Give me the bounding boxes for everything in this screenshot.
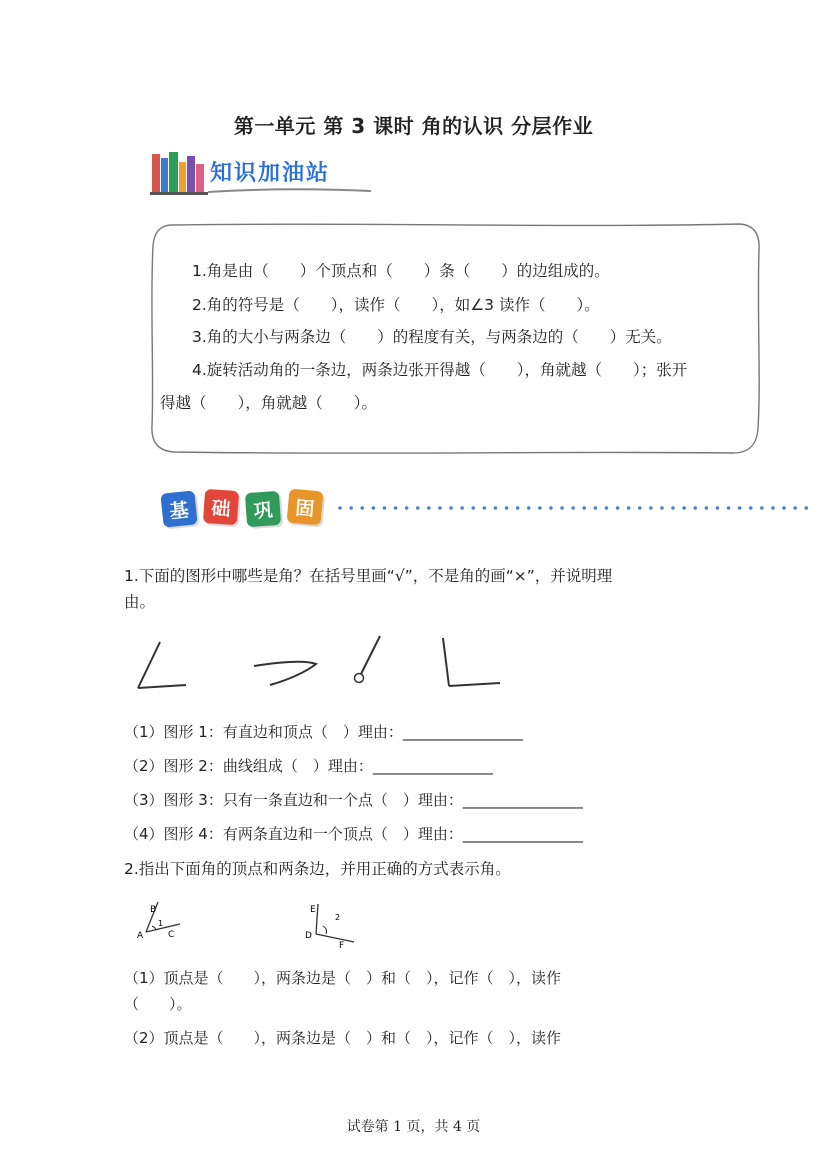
- knowledge-line-4: 4.旋转活动角的一条边，两条边张开得越（ ），角就越（ ）；张开: [192, 361, 688, 379]
- label-b: B: [150, 905, 157, 915]
- banner-tile-1: 基: [160, 490, 197, 527]
- q1-item-4: （4）图形 4：有两条直边和一个顶点（ ）理由：________________: [124, 825, 583, 843]
- label-angle-2: 2: [335, 913, 341, 922]
- section-banner-basics: [158, 486, 338, 532]
- knowledge-line-1: 1.角是由（ ）个顶点和（ ）条（ ）的边组成的。: [192, 262, 610, 280]
- section-banner-knowledge: [150, 150, 380, 196]
- q2-item-1: （1）顶点是（ ），两条边是（ ）和（ ），记作（ ），读作: [124, 969, 562, 987]
- figure-4: [443, 638, 500, 686]
- figure-2: [254, 662, 316, 685]
- knowledge-line-2: 2.角的符号是（ ），读作（ ），如∠3 读作（ ）。: [192, 296, 600, 314]
- q2-figures: [130, 896, 370, 952]
- q1-item-2: （2）图形 2：曲线组成（ ）理由：________________: [124, 757, 493, 775]
- section-title-knowledge: 知识加油站: [210, 161, 331, 186]
- figure-3: [355, 636, 381, 683]
- q1-text-line2: 由。: [124, 593, 156, 611]
- banner-tile-3: 巩: [245, 491, 281, 527]
- label-angle-1: 1: [158, 919, 164, 928]
- banner-underline: [206, 186, 376, 196]
- label-c: C: [168, 930, 175, 940]
- banner-tile-2: 础: [203, 489, 239, 525]
- angle-figure-1: [137, 902, 180, 941]
- page-title: 第一单元 第 3 课时 角的认识 分层作业: [233, 114, 594, 138]
- q1-figures: [130, 630, 510, 694]
- knowledge-line-3: 3.角的大小与两条边（ ）的程度有关，与两条边的（ ）无关。: [192, 328, 672, 346]
- angle-figure-2: [305, 904, 354, 951]
- q2-text: 2.指出下面角的顶点和两条边，并用正确的方式表示角。: [124, 860, 511, 878]
- q2-item-1-cont: （ ）。: [124, 995, 192, 1013]
- figure-1: [138, 642, 186, 688]
- label-e: E: [310, 905, 316, 915]
- q1-text-line1: 1.下面的图形中哪些是角？在括号里画“√”，不是角的画“×”，并说明理: [124, 567, 613, 585]
- knowledge-box: [148, 222, 762, 456]
- q2-item-2: （2）顶点是（ ），两条边是（ ）和（ ），记作（ ），读作: [124, 1029, 562, 1047]
- page-footer: 试卷第 1 页，共 4 页: [346, 1119, 481, 1135]
- label-a: A: [137, 931, 144, 941]
- knowledge-line-5: 得越（ ），角就越（ ）。: [160, 394, 378, 412]
- q1-item-3: （3）图形 3：只有一条直边和一个点（ ）理由：________________: [124, 791, 583, 809]
- books-icon: [150, 150, 210, 196]
- label-d: D: [305, 931, 312, 941]
- label-f: F: [339, 941, 345, 951]
- banner-tile-4: 固: [287, 489, 324, 526]
- q1-item-1: （1）图形 1：有直边和顶点（ ）理由：________________: [124, 723, 523, 741]
- dotted-divider: [338, 503, 818, 513]
